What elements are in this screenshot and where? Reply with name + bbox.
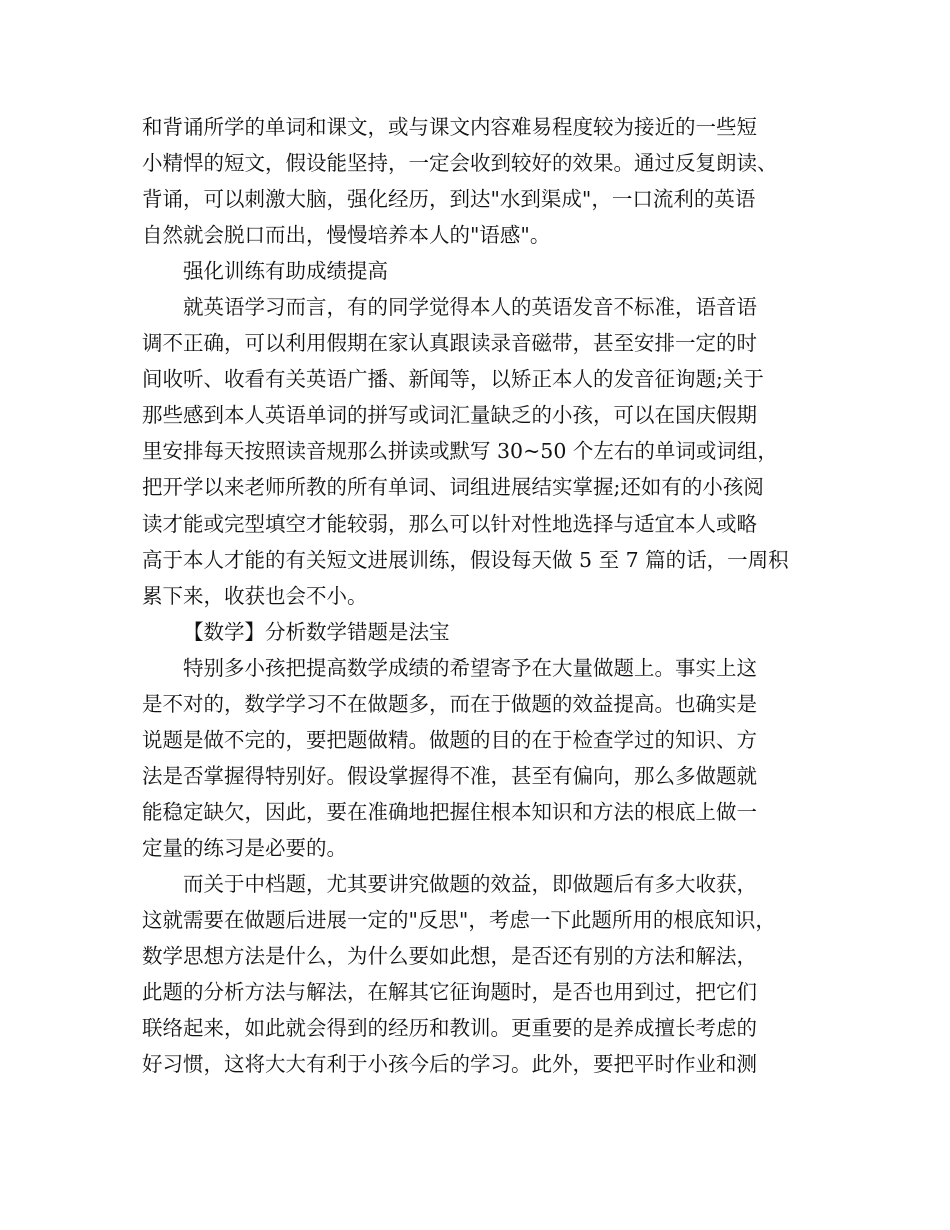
text-line: 是不对的，数学学习不在做题多，而在于做题的效益提高。也确实是 [142, 691, 757, 716]
text-line: 和背诵所学的单词和课文，或与课文内容难易程度较为接近的一些短 [142, 115, 757, 139]
paragraph-start-line: 强化训练有助成绩提高 [183, 259, 388, 284]
text-line: 法是否掌握得特别好。假设掌握得不准，甚至有偏向，那么多做题就 [142, 763, 757, 788]
text-line: 调不正确，可以利用假期在家认真跟读录音磁带，甚至安排一定的时 [142, 331, 757, 356]
text-line: 数学思想方法是什么，为什么要如此想，是否还有别的方法和解法， [142, 944, 757, 969]
text-line: 说题是做不完的，要把题做精。做题的目的在于检查学过的知识、方 [142, 727, 757, 752]
paragraph-start-line: 特别多小孩把提高数学成绩的希望寄予在大量做题上。事实上这 [183, 655, 757, 680]
text-line: 好习惯，这将大大有利于小孩今后的学习。此外，要把平时作业和测 [142, 1052, 757, 1077]
text-line: 那些感到本人英语单词的拼写或词汇量缺乏的小孩，可以在国庆假期 [142, 403, 757, 428]
paragraph-start-line: 就英语学习而言，有的同学觉得本人的英语发音不标准，语音语 [183, 295, 757, 320]
text-line: 定量的练习是必要的。 [142, 835, 347, 860]
text-line: 这就需要在做题后进展一定的"反思"，考虑一下此题所用的根底知识， [142, 908, 776, 933]
text-line: 把开学以来老师所教的所有单词、词组进展结实掌握;还如有的小孩阅 [142, 475, 764, 500]
text-line: 背诵，可以刺激大脑，强化经历，到达"水到渠成"，一口流利的英语 [142, 187, 756, 212]
text-line: 能稳定缺欠，因此，要在准确地把握住根本知识和方法的根底上做一 [142, 799, 757, 824]
paragraph-start-line: 而关于中档题，尤其要讲究做题的效益，即做题后有多大收获， [183, 871, 757, 896]
text-line: 读才能或完型填空才能较弱，那么可以针对性地选择与适宜本人或略 [142, 511, 757, 536]
paragraph-start-line: 【数学】分析数学错题是法宝 [183, 619, 450, 644]
text-line: 间收听、收看有关英语广播、新闻等，以矫正本人的发音征询题;关于 [142, 367, 764, 392]
body-text [142, 109, 822, 1082]
text-line: 此题的分析方法与解法，在解其它征询题时，是否也用到过，把它们 [142, 980, 757, 1005]
text-line: 联络起来，如此就会得到的经历和教训。更重要的是养成擅长考虑的 [142, 1016, 757, 1041]
text-line: 自然就会脱口而出，慢慢培养本人的"语感"。 [142, 223, 551, 248]
text-line: 累下来，收获也会不小。 [142, 583, 368, 608]
text-line: 高于本人才能的有关短文进展训练，假设每天做 5 至 7 篇的话，一周积 [142, 547, 789, 572]
text-line: 里安排每天按照读音规那么拼读或默写 30~50 个左右的单词或词组， [142, 439, 778, 464]
text-line: 小精悍的短文，假设能坚持，一定会收到较好的效果。通过反复朗读、 [142, 151, 778, 176]
